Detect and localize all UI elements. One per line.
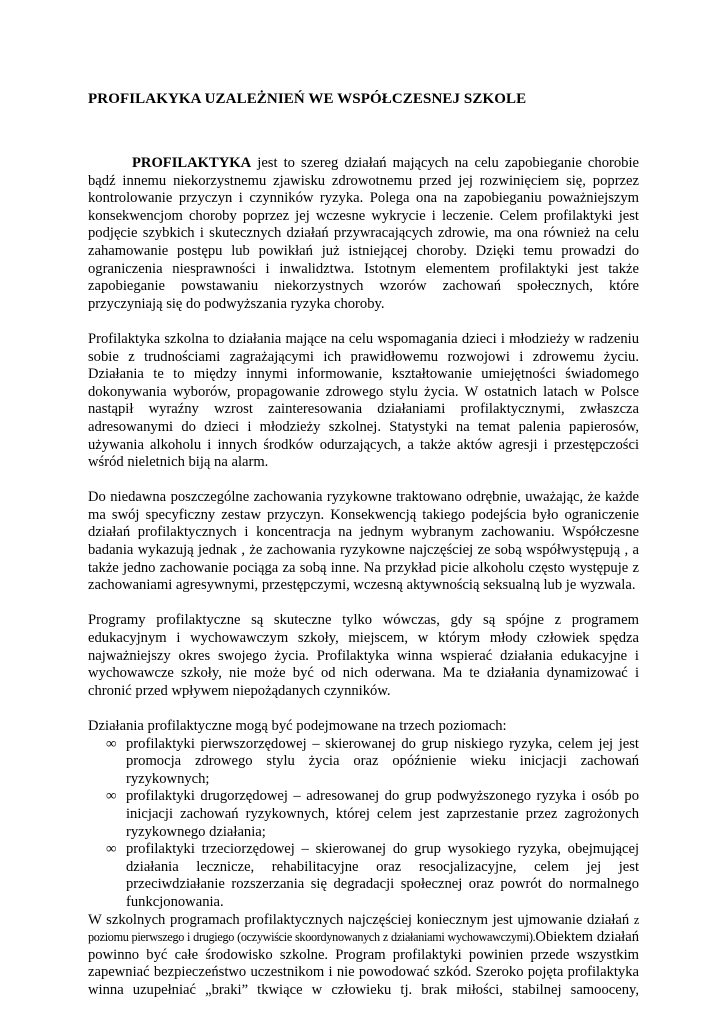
infinity-bullet-icon: ∞ [106,841,117,858]
term-profilaktyka: PROFILAKTYKA [132,155,252,171]
prevention-levels-list [88,736,639,912]
paragraph-school-prevention: Profilaktyka szkolna to działania mające na celu wspomagania dzieci i młodzieży w radzeniu sobie z trudnościami zagrażającymi ich prawidłowemu rozwojowi i zdrowemu życiu. Działania te to między innymi informowanie, kształtowanie umiejętności świadomego dokonywania wyborów, propagowanie zdrowego stylu życia. W ostatnich latach w Polsce nastąpił wyraźny wzrost zainteresowania działaniami profilaktycznymi, zwłaszcza adresowanymi do dzieci i młodzieży szkolnej. Statystyki na temat palenia papierosów, używania alkoholu i innych środków odurzających, a także aktów agresji i przestępczości wśród nieletnich biją na alarm. [88,330,639,471]
paragraph-definition-text: jest to szereg działań mających na celu zapobieganie chorobie bądź innemu niekorzystnemu zjawisku zdrowotnemu przed jej rozwinięciem się, poprzez kontrolowanie przyczyn i czynników ryzyka. Polega ona na zapobieganiu poważniejszym konsekwencjom choroby poprzez jej wczesne wykrycie i leczenie. Celem profilaktyki jest podjęcie szybkich i skutecznych działań przywracających zdrowie, ma ona również na celu zahamowanie postępu lub powikłań już istniejącej choroby. Dzięki temu prowadzi do ograniczenia niesprawności i inwalidztwa. Istotnym elementem profilaktyki jest także zapobieganie powstawaniu niekorzystnych wzorów zachowań społecznych, które przyczyniają się do podwyższania ryzyka choroby. [88,155,639,312]
paragraph-school-programs-small: z poziomu pierwszego i drugiego (oczywiście skoordynowanych z działaniami wychowawczymi). [88,912,639,945]
list-item: ∞ profilaktyki pierwszorzędowej – skierowanej do grup niskiego ryzyka, celem jej jest promocja zdrowego stylu życia oraz opóźnienie wieku inicjacji zachowań ryzykownych; [106,735,639,787]
infinity-bullet-icon: ∞ [106,788,117,805]
paragraph-risk-behaviours: Do niedawna poszczególne zachowania ryzykowne traktowano odrębnie, uważając, że każde ma swój specyficzny zestaw przyczyn. Konsekwencją takiego podejścia było ograniczenie działań profilaktycznych i koncentracja na jednym wybranym zachowaniu. Współczesne badania wykazują jednak , że zachowania ryzykowne najczęściej ze sobą współwystępują , a także jedno zachowanie pociąga za sobą inne. Na przykład picie alkoholu często występuje z zachowaniami agresywnymi, przestępczymi, wczesną aktywnością seksualną lub je wyzwala. [88,489,639,594]
paragraph-programs: Programy profilaktyczne są skuteczne tylko wówczas, gdy są spójne z programem edukacyjnym i wychowawczym szkoły, miejscem, w którym młody człowiek spędza najważniejszy okres swojego życia. Profilaktyka winna wspierać działania edukacyjne i wychowawcze szkoły, nie może być od nich oderwana. Ma te działania dynamizować i chronić przed wpływem niepożądanych czynników. [88,612,639,699]
document-body [88,155,639,1000]
document-title: PROFILAKYKA UZALEŻNIEŃ WE WSPÓŁCZESNEJ SZKOLE [88,91,527,107]
paragraph-school-programs-lead: W szkolnych programach profilaktycznych najczęściej koniecznym jest ujmowanie działań [88,911,630,928]
paragraph-levels-intro: Działania profilaktyczne mogą być podejmowane na trzech poziomach: [88,718,507,734]
list-item: ∞ profilaktyki trzeciorzędowej – skierowanej do grup wysokiego ryzyka, obejmującej działania lecznicze, rehabilitacyjne oraz resocjalizacyjne, celem jej jest przeciwdziałanie rozszerzania się degradacji społecznej oraz powrót do normalnego funkcjonowania. [106,841,639,910]
paragraph-definition [88,155,639,313]
list-item: ∞ profilaktyki drugorzędowej – adresowanej do grup podwyższonego ryzyka i osób po inicjacji zachowań ryzykownych, której celem jest zaprzestanie przez zagrożonych ryzykownego działania; [106,788,639,840]
paragraph-school-programs-rest: Obiektem działań powinno być całe środowisko szkolne. Program profilaktyki powinien przede wszystkim zapewniać bezpieczeństwo uczestnikom i nie powodować szkód. Szeroko pojęta profilaktyka winna uzupełniać „braki” tkwiące w człowieku tj. brak miłości, stabilnej samooceny, [88,929,639,998]
infinity-bullet-icon: ∞ [106,735,117,752]
paragraph-school-programs [88,912,639,1000]
